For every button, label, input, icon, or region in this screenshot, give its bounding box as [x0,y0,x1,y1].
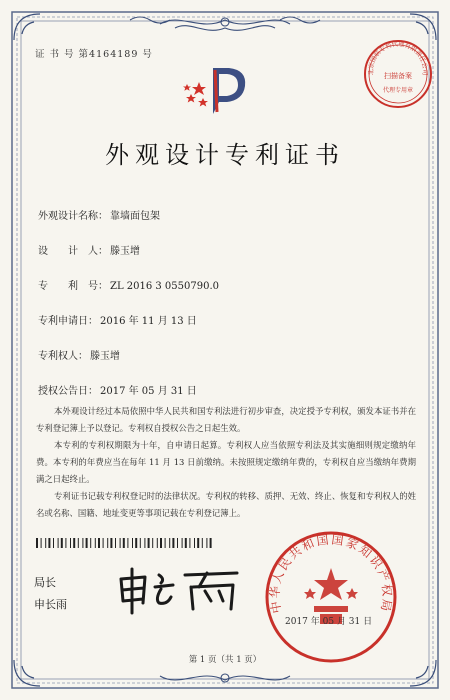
certificate-body [36,403,416,522]
field-label: 专利权人： [38,351,88,362]
field-value: 靠墙面包架 [110,211,160,222]
page-footer: 第 1 页（共 1 页） [188,655,262,665]
director-title: 局长 [34,576,56,589]
field-value: 滕玉增 [110,246,140,257]
certificate-title: 外观设计专利证书 [105,141,345,169]
field-value: ZL 2016 3 0550790.0 [110,281,220,292]
agency-stamp [362,38,434,110]
field-value: 2016 年 11 月 13 日 [100,316,197,327]
seal-date: 2017 年 05 月 31 日 [285,617,373,627]
body-paragraph: 本专利的专利权期限为十年，自申请日起算。专利权人应当依照专利法及其实施细则规定缴纳年费。本专利的年费应当在每年 11 月 13 日前缴纳。未按照规定缴纳年费的，专利权自应当缴纳年费期满之日起终止。 [36,440,416,484]
svg-text:北京国联专利代理有限责任公司: 北京国联专利代理有限责任公司 [367,40,429,76]
stamp-middle-text: 扫描备案 [384,72,412,80]
office-seal [262,528,400,666]
barcode [36,538,214,548]
field-application-date [38,312,197,327]
field-patent-number [38,277,219,292]
patent-office-logo [183,62,253,116]
field-label: 专 利 号： [38,281,108,292]
stamp-bottom-text: 代理专用章 [382,87,414,94]
svg-text:中华人民共和国国家知识产权局: 中华人民共和国国家知识产权局 [267,532,395,615]
field-value: 2017 年 05 月 31 日 [100,386,197,397]
certificate-number: 证 书 号 第4164189 号 [35,49,153,60]
field-label: 授权公告日： [38,386,98,397]
body-paragraph: 本外观设计经过本局依照中华人民共和国专利法进行初步审查，决定授予专利权，颁发本证书并在专利登记簿上予以登记。专利权自授权公告之日起生效。 [36,406,416,433]
director-name: 申长雨 [34,598,67,611]
field-grant-date [38,382,197,397]
field-value: 滕玉增 [90,351,120,362]
director-signature [115,565,250,615]
body-paragraph: 专利证书记载专利权登记时的法律状况。专利权的转移、质押、无效、终止、恢复和专利权人的姓名或名称、国籍、地址变更等事项记载在专利登记簿上。 [36,491,416,518]
field-patentee [38,347,120,362]
field-label: 设 计 人： [38,246,108,257]
field-design-name [38,207,160,222]
field-designer [38,242,140,257]
field-label: 外观设计名称： [38,211,108,222]
field-label: 专利申请日： [38,316,98,327]
